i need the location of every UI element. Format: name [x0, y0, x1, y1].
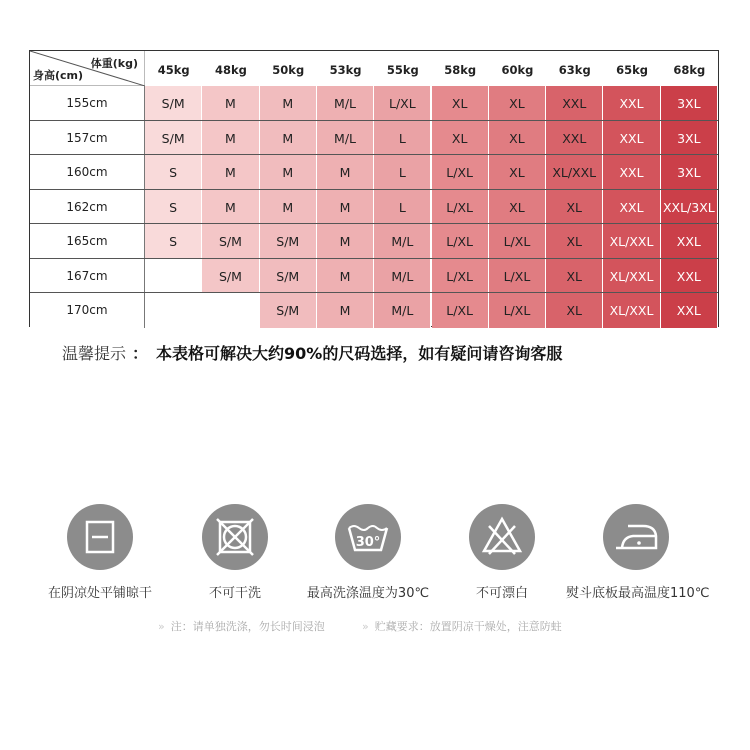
size-cell: XXL — [603, 121, 660, 155]
note-storage — [362, 618, 562, 634]
height-cell: 162cm — [30, 190, 145, 224]
weight-header: 68kg — [673, 63, 706, 77]
size-cell — [145, 259, 202, 293]
size-cell: XL/XXL — [603, 224, 660, 258]
care-item-no-bleach — [432, 504, 572, 601]
tip-text: 本表格可解决大约90%的尺码选择，如有疑问请咨询客服 — [156, 344, 563, 363]
weight-header: 48kg — [215, 63, 247, 77]
size-cell: 3XL — [661, 121, 718, 155]
size-cell: S/M — [202, 224, 259, 258]
size-chart-table — [29, 50, 719, 327]
size-cell: M — [260, 155, 317, 189]
size-cell: M — [317, 293, 374, 328]
chevron-right-icon: » — [158, 620, 165, 633]
weight-header: 50kg — [272, 63, 305, 77]
size-cell: XL/XXL — [603, 293, 660, 328]
weight-header: 45kg — [157, 63, 190, 77]
size-cell: S/M — [145, 121, 202, 155]
size-cell: M — [317, 155, 374, 189]
height-cell: 165cm — [30, 224, 145, 258]
care-item-wash-30 — [298, 504, 438, 601]
weight-header: 63kg — [558, 63, 591, 77]
size-cell: XXL — [661, 293, 718, 328]
size-cell: M/L — [374, 224, 431, 258]
care-label: 不可漂白 — [475, 586, 528, 601]
size-cell: L/XL — [489, 224, 546, 258]
height-cell: 160cm — [30, 155, 145, 189]
flat-dry-shade-icon — [67, 504, 133, 570]
size-cell: L/XL — [374, 86, 431, 120]
table-header-row — [30, 51, 718, 86]
size-cell: XL — [546, 224, 603, 258]
wash-30-icon — [335, 504, 401, 570]
tip-label: 温馨提示 — [62, 344, 127, 363]
size-cell: XXL — [603, 155, 660, 189]
table-row — [30, 86, 718, 121]
size-cell: L/XL — [432, 293, 489, 328]
height-cell: 157cm — [30, 121, 145, 155]
size-cell: M/L — [374, 293, 431, 328]
size-cell — [145, 293, 202, 328]
size-cell: XL — [546, 259, 603, 293]
size-cell: M — [260, 121, 317, 155]
care-label: 最高洗涤温度为30℃ — [306, 586, 430, 601]
size-cell: M/L — [317, 86, 374, 120]
table-row — [30, 190, 718, 225]
table-row — [30, 259, 718, 294]
care-label: 不可干洗 — [208, 586, 261, 601]
care-label: 熨斗底板最高温度110℃ — [566, 586, 710, 601]
iron-icon — [603, 504, 669, 570]
tip-line — [62, 341, 562, 364]
size-cell: M — [317, 190, 374, 224]
size-cell: L/XL — [432, 224, 489, 258]
weight-header: 55kg — [386, 63, 419, 77]
size-cell: 3XL — [661, 155, 718, 189]
height-cell: 170cm — [30, 293, 145, 328]
size-cell: XXL — [661, 259, 718, 293]
size-cell: XL — [432, 86, 489, 120]
table-row — [30, 155, 718, 190]
height-cell: 155cm — [30, 86, 145, 120]
size-cell: M — [202, 86, 259, 120]
size-cell: XL/XXL — [546, 155, 603, 189]
table-row — [30, 293, 718, 328]
size-cell: M — [202, 155, 259, 189]
size-cell: XXL/3XL — [661, 190, 718, 224]
height-cell: 167cm — [30, 259, 145, 293]
weight-header: 58kg — [444, 63, 477, 77]
no-tumble-dry-icon — [202, 504, 268, 570]
size-cell: S/M — [260, 259, 317, 293]
table-row — [30, 121, 718, 156]
size-cell: XXL — [603, 190, 660, 224]
svg-text:30°: 30° — [355, 535, 381, 550]
chevron-right-icon: » — [362, 620, 369, 633]
note-text: 贮藏要求：放置阴凉干燥处，注意防蛀 — [374, 620, 562, 633]
weight-header: 65kg — [616, 63, 648, 77]
size-cell: M — [317, 259, 374, 293]
size-cell: XXL — [603, 86, 660, 120]
table-row — [30, 224, 718, 259]
size-cell: XXL — [546, 121, 603, 155]
height-axis-label: 身高(cm) — [33, 69, 84, 82]
size-cell: XL — [489, 155, 546, 189]
note-wash — [158, 618, 325, 634]
size-cell: M — [317, 224, 374, 258]
care-item-iron — [566, 504, 710, 601]
size-cell: L — [374, 121, 431, 155]
size-cell: L/XL — [489, 293, 546, 328]
size-cell: L/XL — [489, 259, 546, 293]
size-cell: S/M — [145, 86, 202, 120]
size-cell: 3XL — [661, 86, 718, 120]
size-cell — [202, 293, 259, 328]
size-cell: L/XL — [432, 155, 489, 189]
size-cell: S/M — [260, 293, 317, 328]
size-cell: M/L — [374, 259, 431, 293]
care-label: 在阴凉处平铺晾干 — [47, 586, 152, 601]
size-cell: S/M — [202, 259, 259, 293]
size-cell: S/M — [260, 224, 317, 258]
size-cell: XXL — [661, 224, 718, 258]
size-cell: XL — [546, 190, 603, 224]
size-cell: XL — [489, 190, 546, 224]
size-cell: M/L — [317, 121, 374, 155]
size-cell: L/XL — [432, 190, 489, 224]
weight-header: 60kg — [501, 63, 534, 77]
size-cell: S — [145, 155, 202, 189]
no-bleach-icon — [469, 504, 535, 570]
size-cell: L — [374, 190, 431, 224]
size-cell: M — [202, 121, 259, 155]
size-cell: M — [260, 190, 317, 224]
care-item-flat-dry — [30, 504, 170, 601]
size-cell: L/XL — [432, 259, 489, 293]
size-cell: L — [374, 155, 431, 189]
size-cell: S — [145, 224, 202, 258]
size-cell: M — [260, 86, 317, 120]
table-corner-cell — [30, 51, 145, 86]
care-item-no-dry-clean — [165, 504, 305, 601]
weight-header: 53kg — [329, 63, 362, 77]
size-cell: M — [202, 190, 259, 224]
size-cell: XL — [432, 121, 489, 155]
size-cell: XL/XXL — [603, 259, 660, 293]
note-text: 注：请单独洗涤，勿长时间浸泡 — [170, 620, 325, 633]
size-cell: XXL — [546, 86, 603, 120]
size-cell: S — [145, 190, 202, 224]
size-cell: XL — [489, 121, 546, 155]
tip-colon: ： — [132, 344, 149, 363]
weight-axis-label: 体重(kg) — [90, 57, 138, 70]
size-cell: XL — [546, 293, 603, 328]
size-cell: XL — [489, 86, 546, 120]
